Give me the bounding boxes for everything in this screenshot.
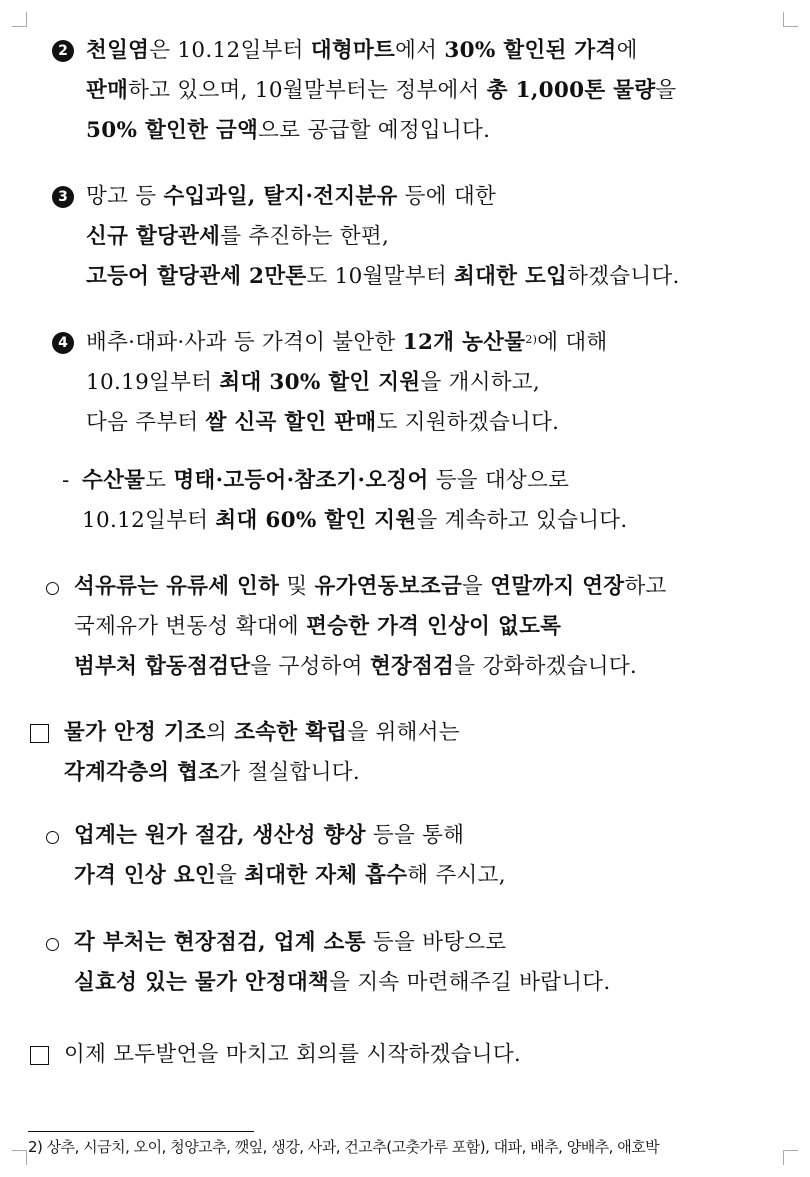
paragraph-line: 범부처 합동점검단을 구성하여 현장점검을 강화하겠습니다. [74, 654, 638, 679]
footnote-divider [28, 1131, 254, 1132]
footnote: 2) 상추, 시금치, 오이, 청양고추, 깻잎, 생강, 사과, 건고추(고춧가루 포함), 대파, 배추, 양배추, 애호박 [28, 1138, 660, 1156]
numbered-marker: 2 [52, 40, 74, 62]
paragraph-line: 가격 인상 요인을 최대한 자체 흡수해 주시고, [74, 863, 506, 888]
paragraph-line: 실효성 있는 물가 안정대책을 지속 마련해주길 바랍니다. [74, 970, 611, 995]
page-corner-mark [783, 12, 798, 27]
paragraph-line: 물가 안정 기조의 조속한 확립을 위해서는 [64, 720, 460, 745]
paragraph-line: 각 부처는 현장점검, 업계 소통 등을 바탕으로 [74, 930, 507, 955]
page-corner-mark [783, 1150, 798, 1165]
checkbox-square-icon [30, 1046, 49, 1065]
checkbox-square-icon [30, 724, 49, 743]
paragraph-line: 배추·대파·사과 등 가격이 불안한 12개 농산물$^{2)}$에 대해 [86, 330, 608, 355]
paragraph-line: 국제유가 변동성 확대에 편승한 가격 인상이 없도록 [74, 614, 562, 639]
paragraph-line: 석유류는 유류세 인하 및 유가연동보조금을 연말까지 연장하고 [74, 574, 667, 599]
dash-marker: - [62, 468, 70, 493]
paragraph-line: 업계는 원가 절감, 생산성 향상 등을 통해 [74, 823, 465, 848]
circle-bullet-icon [46, 938, 59, 951]
page-corner-mark [12, 12, 27, 27]
paragraph-line: 망고 등 수입과일, 탈지·전지분유 등에 대한 [86, 184, 497, 209]
paragraph-line: 각계각층의 협조가 절실합니다. [64, 760, 360, 785]
footnote-ref: 2) [525, 333, 538, 346]
paragraph-line: 다음 주부터 쌀 신곡 할인 판매도 지원하겠습니다. [86, 410, 560, 435]
circle-bullet-icon [46, 831, 59, 844]
paragraph-line: 수산물도 명태·고등어·참조기·오징어 등을 대상으로 [82, 468, 570, 493]
numbered-marker: 3 [52, 186, 74, 208]
paragraph-line: 10.12일부터 최대 60% 할인 지원을 계속하고 있습니다. [82, 508, 628, 533]
page-corner-mark [12, 1150, 27, 1165]
paragraph-line: 50% 할인한 금액으로 공급할 예정입니다. [86, 118, 491, 143]
paragraph-line: 10.19일부터 최대 30% 할인 지원을 개시하고, [86, 370, 541, 395]
circle-bullet-icon [46, 582, 59, 595]
paragraph-line: 이제 모두발언을 마치고 회의를 시작하겠습니다. [64, 1042, 522, 1067]
paragraph-line: 신규 할당관세를 추진하는 한편, [86, 224, 390, 249]
paragraph-line: 천일염은 10.12일부터 대형마트에서 30% 할인된 가격에 [86, 38, 638, 63]
paragraph-line: 판매하고 있으며, 10월말부터는 정부에서 총 1,000톤 물량을 [86, 78, 677, 103]
numbered-marker: 4 [52, 332, 74, 354]
paragraph-line: 고등어 할당관세 2만톤도 10월말부터 최대한 도입하겠습니다. [86, 264, 680, 289]
